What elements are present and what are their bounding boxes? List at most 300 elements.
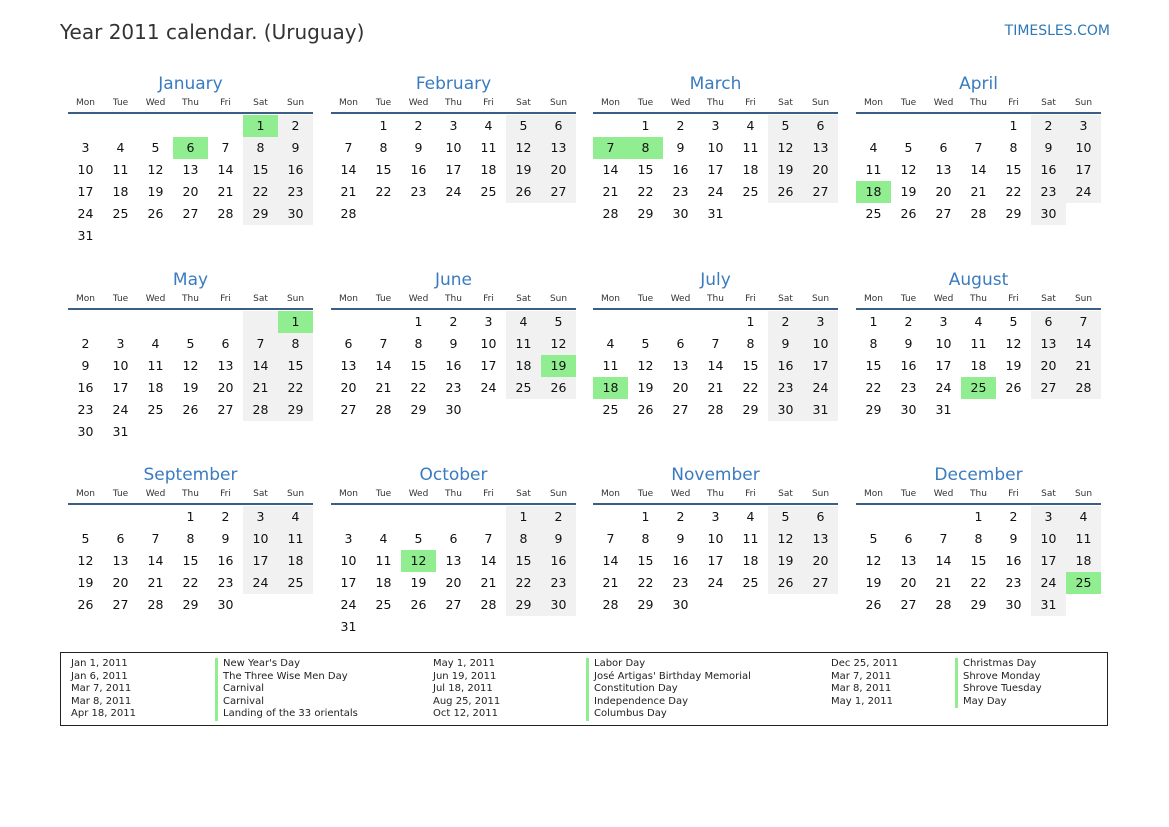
day-cell: 2 bbox=[1031, 115, 1066, 137]
weekday-label: Tue bbox=[375, 489, 392, 499]
day-cell: 23 bbox=[1005, 575, 1022, 590]
day-cell: 21 bbox=[340, 184, 357, 199]
day-cell: 27 bbox=[900, 597, 917, 612]
day-cell: 2 bbox=[1009, 509, 1018, 524]
day-cell: 1 bbox=[1009, 118, 1018, 133]
day-cell: 11 bbox=[506, 333, 541, 355]
month-august bbox=[856, 269, 1101, 421]
weekday-label: Fri bbox=[220, 98, 231, 108]
legend-entry: Oct 12, 2011 bbox=[433, 708, 498, 720]
day-cell: 11 bbox=[865, 162, 882, 177]
day-cell: 11 bbox=[742, 140, 759, 155]
day-cell: 19 bbox=[410, 575, 427, 590]
weekday-label: Sat bbox=[1041, 294, 1056, 304]
day-cell: 14 bbox=[243, 355, 278, 377]
day-cell: 25 bbox=[112, 206, 129, 221]
day-cell: 13 bbox=[935, 162, 952, 177]
day-cell: 5 bbox=[414, 531, 423, 546]
day-cell: 11 bbox=[602, 358, 619, 373]
day-cell: 8 bbox=[628, 137, 663, 159]
day-cell: 5 bbox=[506, 115, 541, 137]
day-cell: 11 bbox=[1066, 528, 1101, 550]
day-cell: 30 bbox=[768, 399, 803, 421]
day-cell: 14 bbox=[707, 358, 724, 373]
day-cell: 7 bbox=[344, 140, 353, 155]
day-cell: 20 bbox=[1031, 355, 1066, 377]
day-cell: 13 bbox=[541, 137, 576, 159]
day-cell: 13 bbox=[445, 553, 462, 568]
day-cell: 30 bbox=[1005, 597, 1022, 612]
day-cell: 11 bbox=[742, 531, 759, 546]
day-cell: 20 bbox=[672, 380, 689, 395]
month-name: November bbox=[671, 465, 760, 485]
legend-entry: Constitution Day bbox=[586, 683, 751, 696]
legend-entry: Mar 7, 2011 bbox=[71, 683, 132, 695]
day-cell: 27 bbox=[803, 181, 838, 203]
weekday-label: Wed bbox=[670, 294, 691, 304]
weekday-label: Fri bbox=[1008, 294, 1019, 304]
day-cell: 6 bbox=[676, 336, 685, 351]
month-rule bbox=[331, 112, 576, 114]
day-cell: 24 bbox=[77, 206, 94, 221]
day-cell: 11 bbox=[147, 358, 164, 373]
day-cell: 27 bbox=[445, 597, 462, 612]
day-cell: 30 bbox=[672, 206, 689, 221]
day-cell: 10 bbox=[1031, 528, 1066, 550]
weekday-header bbox=[856, 293, 1101, 306]
weekday-label: Mon bbox=[864, 98, 883, 108]
month-rule bbox=[331, 308, 576, 310]
legend-entry: Carnival bbox=[215, 696, 358, 709]
day-cell: 13 bbox=[1031, 333, 1066, 355]
month-name: June bbox=[434, 270, 473, 290]
weekday-label: Sat bbox=[516, 489, 531, 499]
day-cell: 8 bbox=[1009, 140, 1018, 155]
empty-cell bbox=[331, 311, 366, 333]
empty-cell bbox=[401, 506, 436, 528]
empty-cell bbox=[996, 399, 1031, 421]
day-cell: 8 bbox=[974, 531, 983, 546]
day-cell: 17 bbox=[935, 358, 952, 373]
day-cell: 7 bbox=[243, 333, 278, 355]
weekday-label: Sun bbox=[286, 98, 305, 108]
weekday-label: Sun bbox=[811, 98, 830, 108]
empty-cell bbox=[173, 115, 208, 137]
legend-entry: Apr 18, 2011 bbox=[71, 708, 137, 720]
weekday-label: Thu bbox=[445, 98, 462, 108]
weekday-header bbox=[593, 293, 838, 306]
weekday-label: Wed bbox=[933, 98, 954, 108]
day-cell: 11 bbox=[970, 336, 987, 351]
weekday-header bbox=[331, 97, 576, 110]
day-cell: 10 bbox=[445, 140, 462, 155]
legend-entry: Labor Day bbox=[586, 658, 751, 671]
day-cell: 25 bbox=[961, 377, 996, 399]
empty-cell bbox=[733, 594, 768, 616]
day-cell: 29 bbox=[865, 402, 882, 417]
legend-entry: Jan 6, 2011 bbox=[71, 670, 128, 682]
empty-cell bbox=[628, 311, 663, 333]
day-cell: 4 bbox=[746, 118, 755, 133]
day-cell: 1 bbox=[746, 314, 755, 329]
day-cell: 19 bbox=[147, 184, 164, 199]
weekday-label: Thu bbox=[970, 294, 987, 304]
day-cell: 10 bbox=[707, 140, 724, 155]
day-cell: 31 bbox=[77, 228, 94, 243]
weekday-label: Sun bbox=[811, 294, 830, 304]
weekday-header bbox=[856, 488, 1101, 501]
day-cell: 25 bbox=[506, 377, 541, 399]
day-cell: 19 bbox=[637, 380, 654, 395]
day-cell: 4 bbox=[379, 531, 388, 546]
day-cell: 16 bbox=[672, 162, 689, 177]
day-cell: 26 bbox=[768, 181, 803, 203]
day-cell: 19 bbox=[900, 184, 917, 199]
empty-cell bbox=[593, 115, 628, 137]
day-cell: 10 bbox=[1066, 137, 1101, 159]
day-cell: 29 bbox=[970, 597, 987, 612]
weekday-label: Wed bbox=[408, 98, 429, 108]
month-rule bbox=[593, 308, 838, 310]
day-cell: 19 bbox=[865, 575, 882, 590]
day-cell: 30 bbox=[900, 402, 917, 417]
day-cell: 28 bbox=[970, 206, 987, 221]
day-cell: 17 bbox=[1066, 159, 1101, 181]
weekday-label: Sat bbox=[253, 489, 268, 499]
day-cell: 19 bbox=[77, 575, 94, 590]
day-cell: 16 bbox=[278, 159, 313, 181]
day-cell: 23 bbox=[410, 184, 427, 199]
day-cell: 28 bbox=[147, 597, 164, 612]
day-cell: 24 bbox=[1031, 572, 1066, 594]
day-cell: 12 bbox=[1005, 336, 1022, 351]
day-cell: 15 bbox=[865, 358, 882, 373]
empty-cell bbox=[541, 616, 576, 638]
month-december bbox=[856, 464, 1101, 616]
weekday-label: Tue bbox=[900, 489, 917, 499]
empty-cell bbox=[471, 616, 506, 638]
day-cell: 18 bbox=[856, 181, 891, 203]
day-cell: 2 bbox=[414, 118, 423, 133]
day-cell: 24 bbox=[112, 402, 129, 417]
day-cell: 29 bbox=[243, 203, 278, 225]
weekday-label: Thu bbox=[707, 489, 724, 499]
day-cell: 17 bbox=[707, 162, 724, 177]
day-cell: 14 bbox=[970, 162, 987, 177]
weekday-label: Sat bbox=[1041, 98, 1056, 108]
empty-cell bbox=[68, 311, 103, 333]
day-cell: 30 bbox=[77, 424, 94, 439]
month-february bbox=[331, 73, 576, 225]
day-cell: 22 bbox=[506, 572, 541, 594]
weekday-label: Mon bbox=[601, 489, 620, 499]
day-grid bbox=[593, 506, 838, 616]
day-grid bbox=[856, 115, 1101, 225]
day-cell: 13 bbox=[672, 358, 689, 373]
day-grid bbox=[331, 311, 576, 421]
weekday-label: Mon bbox=[76, 489, 95, 499]
weekday-label: Tue bbox=[375, 294, 392, 304]
month-october bbox=[331, 464, 576, 638]
day-cell: 24 bbox=[935, 380, 952, 395]
month-name: April bbox=[959, 74, 998, 94]
day-cell: 10 bbox=[707, 531, 724, 546]
weekday-label: Wed bbox=[408, 294, 429, 304]
month-rule bbox=[68, 503, 313, 505]
day-cell: 20 bbox=[803, 159, 838, 181]
day-cell: 1 bbox=[379, 118, 388, 133]
day-cell: 15 bbox=[1005, 162, 1022, 177]
day-cell: 20 bbox=[182, 184, 199, 199]
day-cell: 11 bbox=[278, 528, 313, 550]
day-cell: 2 bbox=[676, 509, 685, 524]
day-cell: 3 bbox=[711, 118, 720, 133]
weekday-label: Sat bbox=[1041, 489, 1056, 499]
day-cell: 29 bbox=[278, 399, 313, 421]
day-cell: 21 bbox=[602, 575, 619, 590]
day-cell: 6 bbox=[221, 336, 230, 351]
day-cell: 14 bbox=[375, 358, 392, 373]
empty-cell bbox=[366, 311, 401, 333]
day-cell: 12 bbox=[637, 358, 654, 373]
weekday-label: Thu bbox=[970, 489, 987, 499]
empty-cell bbox=[401, 203, 436, 225]
day-cell: 4 bbox=[484, 118, 493, 133]
day-cell: 18 bbox=[278, 550, 313, 572]
day-cell: 9 bbox=[541, 528, 576, 550]
day-cell: 1 bbox=[641, 118, 650, 133]
weekday-label: Thu bbox=[182, 489, 199, 499]
day-cell: 15 bbox=[410, 358, 427, 373]
month-march bbox=[593, 73, 838, 225]
day-cell: 12 bbox=[401, 550, 436, 572]
weekday-label: Fri bbox=[220, 489, 231, 499]
day-cell: 4 bbox=[506, 311, 541, 333]
day-cell: 28 bbox=[1066, 377, 1101, 399]
day-cell: 26 bbox=[506, 181, 541, 203]
day-cell: 25 bbox=[375, 597, 392, 612]
day-cell: 10 bbox=[243, 528, 278, 550]
day-cell: 22 bbox=[410, 380, 427, 395]
empty-cell bbox=[698, 594, 733, 616]
day-cell: 3 bbox=[344, 531, 353, 546]
day-cell: 1 bbox=[974, 509, 983, 524]
day-cell: 8 bbox=[869, 336, 878, 351]
empty-cell bbox=[768, 594, 803, 616]
day-cell: 19 bbox=[1005, 358, 1022, 373]
day-cell: 25 bbox=[1066, 572, 1101, 594]
empty-cell bbox=[1066, 203, 1101, 225]
day-cell: 26 bbox=[410, 597, 427, 612]
day-cell: 20 bbox=[340, 380, 357, 395]
day-cell: 28 bbox=[602, 206, 619, 221]
empty-cell bbox=[541, 203, 576, 225]
month-name: September bbox=[143, 465, 238, 485]
day-cell: 11 bbox=[375, 553, 392, 568]
day-cell: 15 bbox=[506, 550, 541, 572]
day-cell: 8 bbox=[746, 336, 755, 351]
weekday-label: Thu bbox=[707, 98, 724, 108]
empty-cell bbox=[68, 506, 103, 528]
empty-cell bbox=[1066, 399, 1101, 421]
weekday-label: Tue bbox=[112, 294, 129, 304]
empty-cell bbox=[436, 203, 471, 225]
day-cell: 17 bbox=[480, 358, 497, 373]
day-cell: 1 bbox=[641, 509, 650, 524]
weekday-label: Tue bbox=[375, 98, 392, 108]
empty-cell bbox=[138, 225, 173, 247]
day-cell: 15 bbox=[182, 553, 199, 568]
empty-cell bbox=[891, 506, 926, 528]
day-cell: 2 bbox=[676, 118, 685, 133]
month-july bbox=[593, 269, 838, 421]
day-cell: 9 bbox=[1009, 531, 1018, 546]
day-cell: 15 bbox=[637, 553, 654, 568]
day-cell: 24 bbox=[1066, 181, 1101, 203]
day-cell: 26 bbox=[768, 572, 803, 594]
day-cell: 16 bbox=[541, 550, 576, 572]
day-cell: 15 bbox=[637, 162, 654, 177]
weekday-label: Wed bbox=[145, 294, 166, 304]
day-cell: 2 bbox=[904, 314, 913, 329]
legend-entry: May 1, 2011 bbox=[831, 695, 894, 707]
day-cell: 31 bbox=[935, 402, 952, 417]
month-june bbox=[331, 269, 576, 421]
day-cell: 9 bbox=[414, 140, 423, 155]
legend-entry: Independence Day bbox=[586, 696, 751, 709]
day-cell: 31 bbox=[803, 399, 838, 421]
day-cell: 16 bbox=[1031, 159, 1066, 181]
day-grid bbox=[68, 115, 313, 247]
empty-cell bbox=[768, 203, 803, 225]
day-cell: 27 bbox=[112, 597, 129, 612]
empty-cell bbox=[593, 311, 628, 333]
empty-cell bbox=[331, 115, 366, 137]
legend-entry: Jul 18, 2011 bbox=[433, 683, 493, 695]
weekday-label: Sun bbox=[549, 98, 568, 108]
day-cell: 5 bbox=[768, 115, 803, 137]
weekday-label: Fri bbox=[483, 98, 494, 108]
day-cell: 23 bbox=[217, 575, 234, 590]
day-cell: 4 bbox=[278, 506, 313, 528]
day-cell: 31 bbox=[707, 206, 724, 221]
day-cell: 5 bbox=[904, 140, 913, 155]
day-cell: 20 bbox=[112, 575, 129, 590]
day-cell: 7 bbox=[151, 531, 160, 546]
weekday-label: Tue bbox=[112, 489, 129, 499]
day-cell: 12 bbox=[768, 137, 803, 159]
day-cell: 5 bbox=[186, 336, 195, 351]
day-cell: 22 bbox=[865, 380, 882, 395]
month-september bbox=[68, 464, 313, 616]
empty-cell bbox=[856, 506, 891, 528]
day-cell: 20 bbox=[541, 159, 576, 181]
day-cell: 2 bbox=[449, 314, 458, 329]
day-cell: 27 bbox=[182, 206, 199, 221]
legend-entry: Mar 7, 2011 bbox=[831, 670, 892, 682]
day-cell: 9 bbox=[768, 333, 803, 355]
legend-entry: Columbus Day bbox=[586, 708, 751, 721]
day-cell: 17 bbox=[707, 553, 724, 568]
weekday-header bbox=[68, 488, 313, 501]
weekday-label: Wed bbox=[670, 489, 691, 499]
weekday-label: Thu bbox=[445, 294, 462, 304]
day-cell: 30 bbox=[278, 203, 313, 225]
legend-dates-2 bbox=[433, 658, 500, 721]
day-cell: 23 bbox=[445, 380, 462, 395]
legend-entry: New Year's Day bbox=[215, 658, 358, 671]
empty-cell bbox=[961, 115, 996, 137]
day-cell: 17 bbox=[112, 380, 129, 395]
legend-names-3 bbox=[955, 658, 1042, 708]
weekday-header bbox=[593, 488, 838, 501]
site-link[interactable]: TIMESLES.COM bbox=[1004, 23, 1110, 39]
day-cell: 11 bbox=[112, 162, 129, 177]
weekday-label: Tue bbox=[112, 98, 129, 108]
empty-cell bbox=[243, 594, 278, 616]
day-cell: 23 bbox=[672, 575, 689, 590]
day-cell: 3 bbox=[803, 311, 838, 333]
day-cell: 14 bbox=[340, 162, 357, 177]
empty-cell bbox=[401, 616, 436, 638]
day-cell: 28 bbox=[340, 206, 357, 221]
day-grid bbox=[856, 506, 1101, 616]
day-cell: 26 bbox=[900, 206, 917, 221]
weekday-label: Thu bbox=[970, 98, 987, 108]
day-cell: 23 bbox=[900, 380, 917, 395]
day-cell: 13 bbox=[340, 358, 357, 373]
month-name: July bbox=[700, 270, 731, 290]
empty-cell bbox=[68, 115, 103, 137]
day-cell: 1 bbox=[243, 115, 278, 137]
month-name: August bbox=[948, 270, 1009, 290]
day-cell: 6 bbox=[173, 137, 208, 159]
day-cell: 8 bbox=[506, 528, 541, 550]
day-cell: 25 bbox=[602, 402, 619, 417]
day-cell: 3 bbox=[81, 140, 90, 155]
day-cell: 24 bbox=[340, 597, 357, 612]
day-cell: 27 bbox=[672, 402, 689, 417]
day-cell: 22 bbox=[1005, 184, 1022, 199]
day-cell: 23 bbox=[541, 572, 576, 594]
weekday-label: Fri bbox=[1008, 489, 1019, 499]
month-name: March bbox=[689, 74, 742, 94]
weekday-label: Mon bbox=[339, 489, 358, 499]
day-grid bbox=[68, 311, 313, 443]
day-cell: 26 bbox=[541, 377, 576, 399]
day-cell: 4 bbox=[746, 509, 755, 524]
day-cell: 28 bbox=[707, 402, 724, 417]
day-cell: 8 bbox=[243, 137, 278, 159]
empty-cell bbox=[436, 506, 471, 528]
weekday-header bbox=[856, 97, 1101, 110]
weekday-label: Wed bbox=[670, 98, 691, 108]
day-cell: 21 bbox=[707, 380, 724, 395]
weekday-header bbox=[68, 293, 313, 306]
month-may bbox=[68, 269, 313, 443]
legend-dates-3 bbox=[831, 658, 898, 708]
empty-cell bbox=[1031, 399, 1066, 421]
day-cell: 29 bbox=[506, 594, 541, 616]
day-cell: 17 bbox=[243, 550, 278, 572]
day-cell: 5 bbox=[641, 336, 650, 351]
empty-cell bbox=[243, 225, 278, 247]
day-cell: 18 bbox=[1066, 550, 1101, 572]
day-cell: 12 bbox=[182, 358, 199, 373]
day-cell: 27 bbox=[340, 402, 357, 417]
day-cell: 3 bbox=[449, 118, 458, 133]
day-cell: 31 bbox=[112, 424, 129, 439]
